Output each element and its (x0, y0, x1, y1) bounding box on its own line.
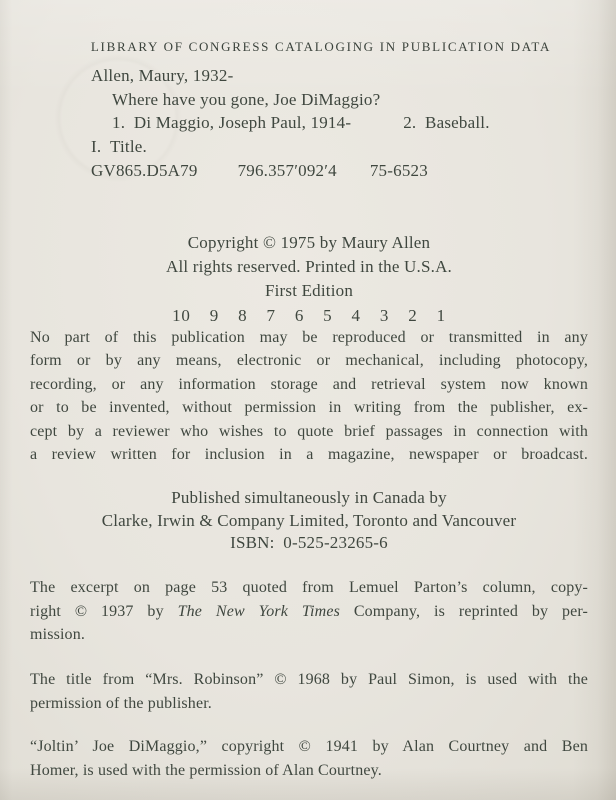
courtney-paragraph (30, 735, 588, 782)
paragraph-line: No part of this publication may be reproduced or transmitted in any (30, 329, 588, 346)
parton-line-2-suffix: Company, is reprinted by per- (353, 602, 589, 620)
paragraph-line: cept by a reviewer who wishes to quote brief passages in connection with (30, 422, 588, 440)
paragraph-line: or to be invented, without permission in writing from the publisher, ex- (30, 399, 588, 417)
paragraph-line: recording, or any information storage and retrieval system now known (30, 375, 588, 393)
catalog-block (91, 64, 576, 183)
catalog-title-entry: I. Title. (91, 137, 147, 157)
catalog-subject-line (91, 111, 576, 135)
parton-line-2-italic: The New York Times (177, 602, 340, 620)
paragraph-line: a review written for inclusion in a magazine, newspaper or broadcast. (30, 446, 588, 464)
call-number: GV865.D5A79 (91, 160, 198, 180)
catalog-ids-line (91, 159, 576, 183)
catalog-subject-1: 1. Di Maggio, Joseph Paul, 1914- (112, 113, 352, 133)
courtney-line-1: “Joltin’ Joe DiMaggio,” copyright © 1941 by Alan Courtney and Ben (30, 738, 588, 755)
paragraph-line: form or by any means, electronic or mechanical, including photocopy, (30, 352, 588, 370)
catalog-title-line: Where have you gone, Joe DiMaggio? (112, 89, 381, 109)
catalog-subject-2: 2. Baseball. (403, 113, 490, 133)
loc-heading: LIBRARY OF CONGRESS CATALOGING IN PUBLICATION DATA (90, 39, 552, 54)
copyright-line: Copyright © 1975 by Maury Allen (187, 233, 431, 252)
publisher-line-1: Published simultaneously in Canada by (171, 488, 447, 507)
parton-paragraph (30, 576, 588, 647)
publisher-line-2: Clarke, Irwin & Company Limited, Toronto and Vancouver (101, 510, 517, 530)
parton-line-3: mission. (30, 626, 85, 644)
lccn-number: 75-6523 (369, 160, 428, 180)
rights-line: All rights reserved. Printed in the U.S.A. (165, 257, 453, 277)
isbn-line: ISBN: 0-525-23265-6 (230, 533, 388, 553)
parton-line-2-prefix: right © 1937 by (30, 602, 164, 620)
dewey-number: 796.357′092′4 (237, 160, 337, 180)
parton-line-2 (30, 600, 588, 624)
publisher-block (30, 487, 588, 555)
simon-line-2: permission of the publisher. (30, 695, 212, 712)
edition-block (30, 231, 588, 328)
simon-paragraph (30, 668, 588, 716)
edition-line: First Edition (264, 281, 354, 301)
simon-line-1: The title from “Mrs. Robinson” © 1968 by Paul Simon, is used with the (30, 671, 588, 688)
courtney-line-2: Homer, is used with the permission of Alan Courtney. (30, 761, 382, 779)
print-run-line: 10 9 8 7 6 5 4 3 2 1 (172, 305, 446, 325)
parton-line-1: The excerpt on page 53 quoted from Lemuel Parton’s column, copy- (30, 579, 588, 596)
catalog-author-line: Allen, Maury, 1932- (91, 66, 234, 85)
rights-paragraph (30, 326, 588, 466)
